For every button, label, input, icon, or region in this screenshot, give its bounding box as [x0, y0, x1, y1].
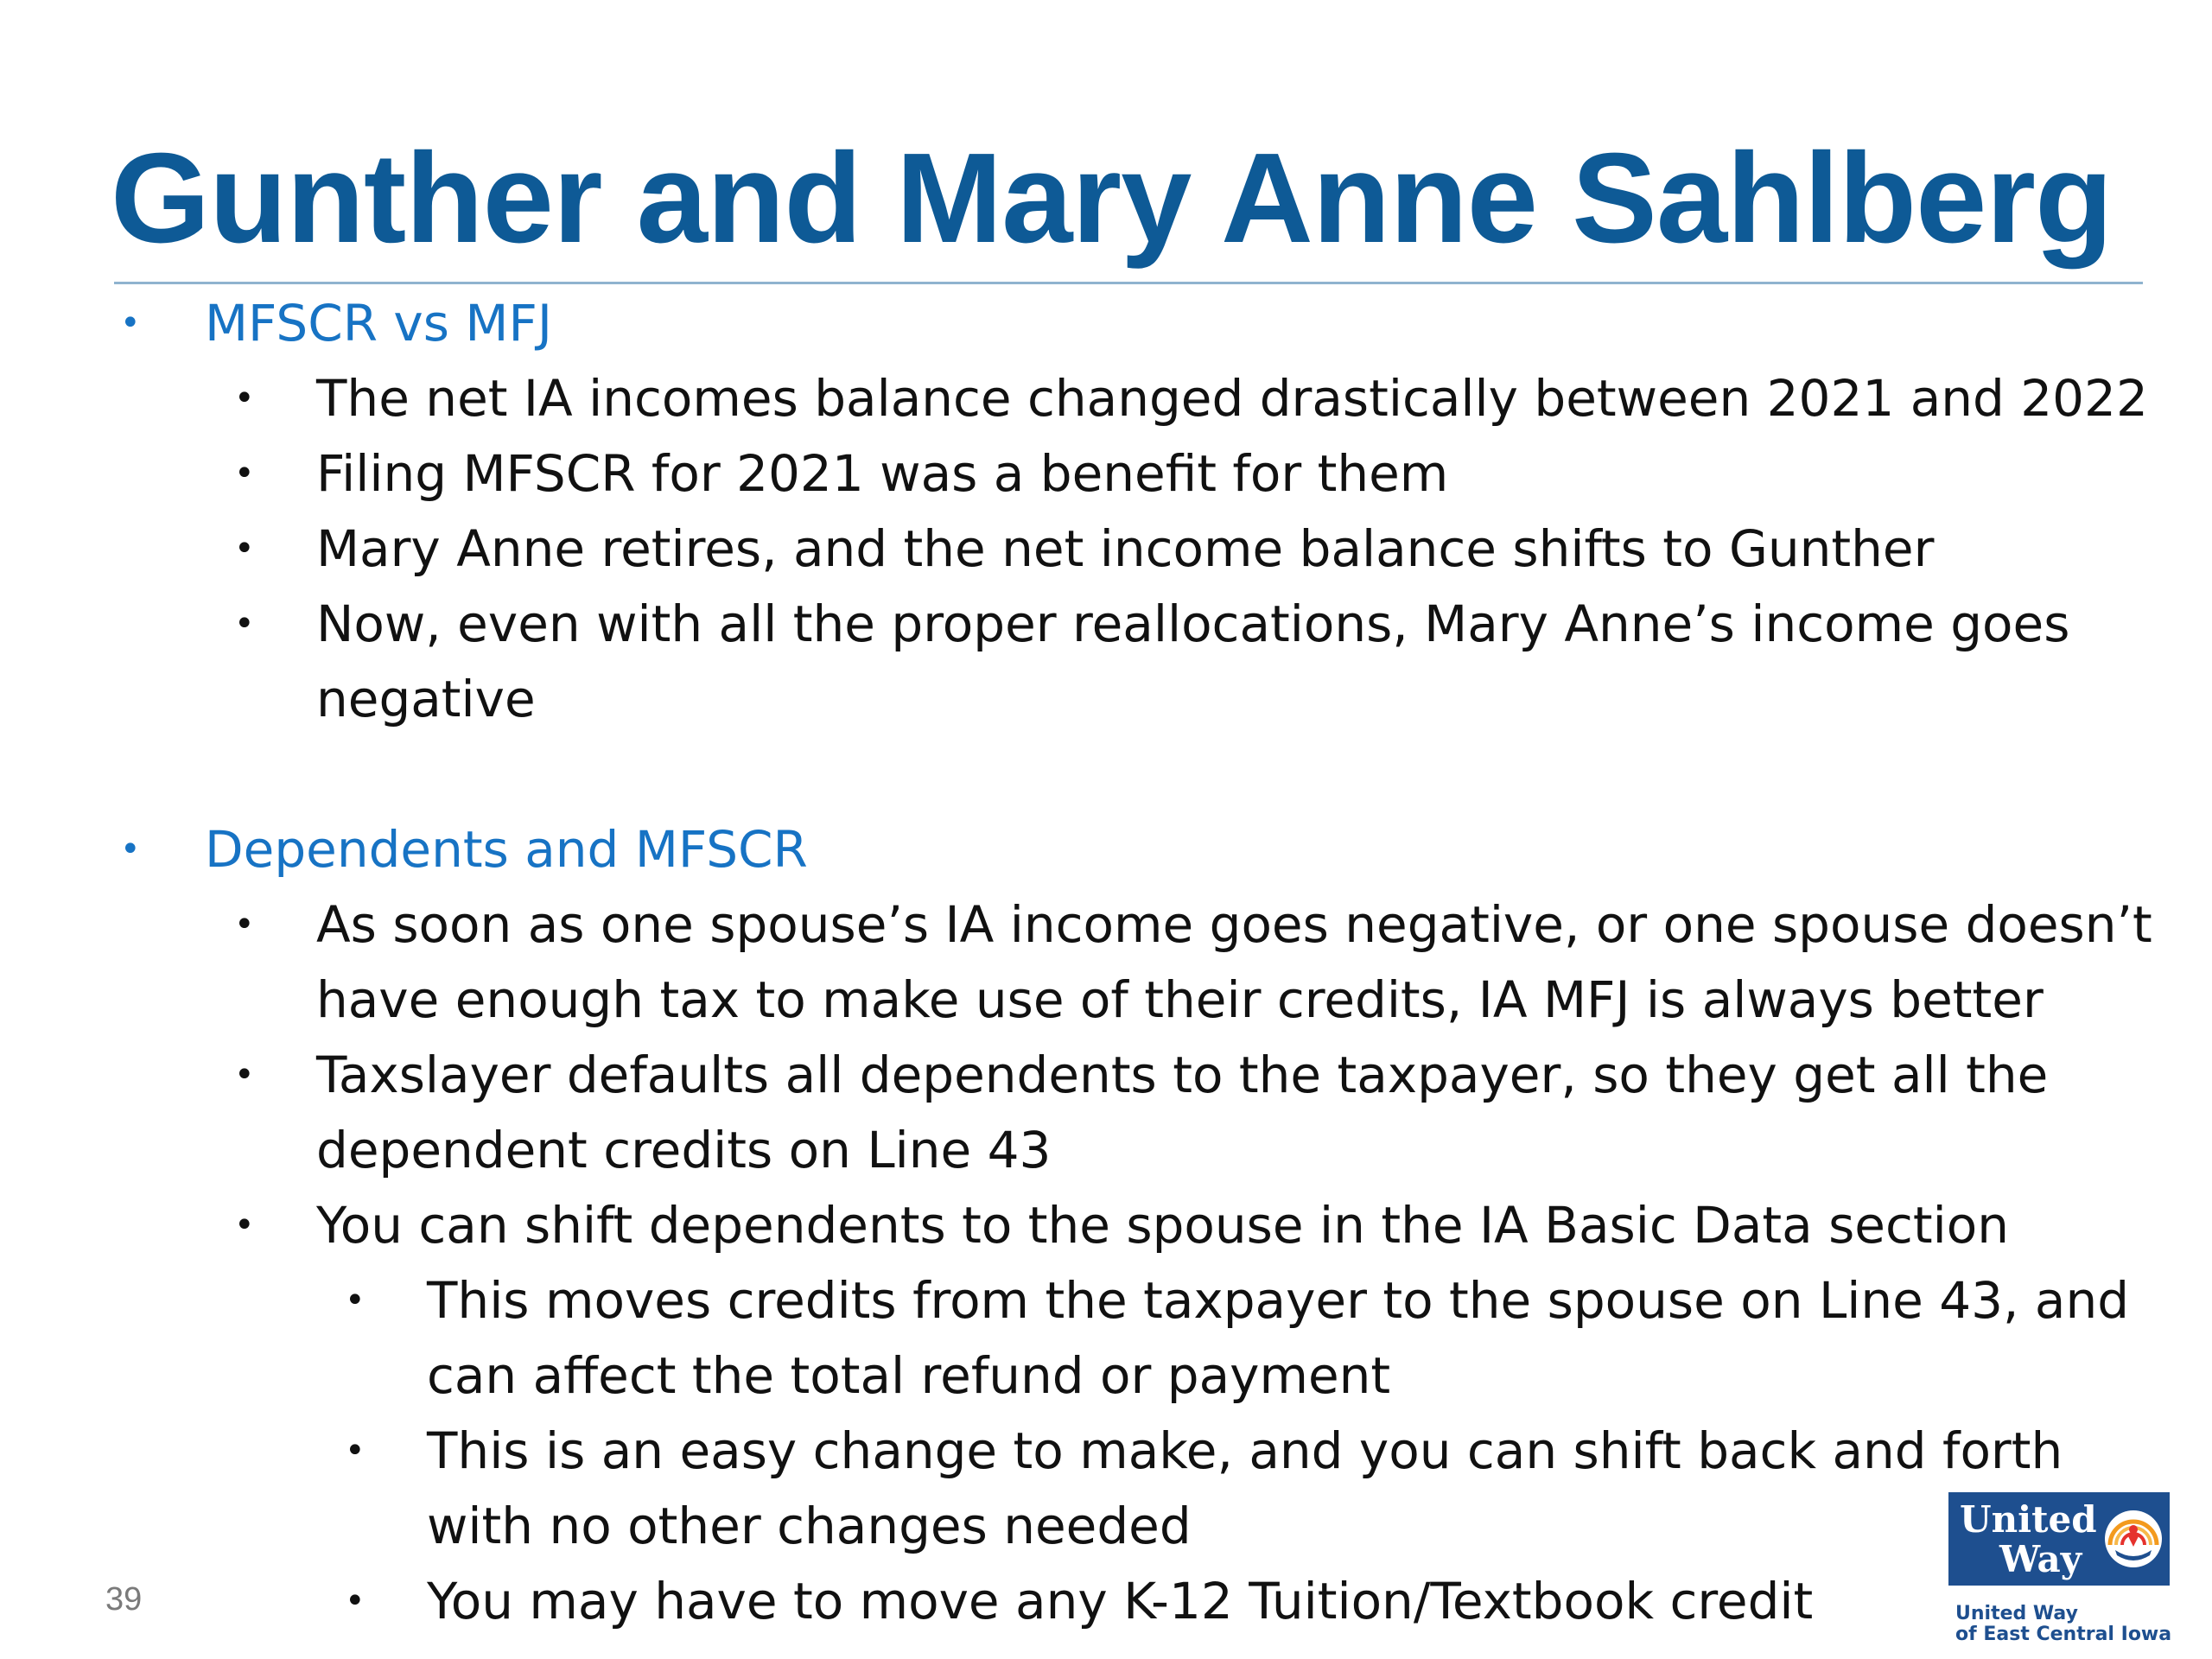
page-number: 39	[105, 1581, 143, 1618]
logo-subtitle-line1: United Way	[1955, 1603, 2078, 1624]
section-heading	[120, 286, 552, 361]
logo-subtitle-line2: of East Central Iowa	[1955, 1624, 2172, 1645]
bullet-dot-icon: •	[345, 1281, 365, 1320]
bullet-text	[234, 361, 2148, 436]
logo-box	[1948, 1492, 2170, 1586]
slide-title: Gunther and Mary Anne Sahlberg	[111, 127, 2113, 270]
bullet-dot-icon: •	[234, 1205, 255, 1245]
bullet-line: You can shift dependents to the spouse in the IA Basic Data section	[316, 1196, 2009, 1255]
bullet-text	[234, 512, 1935, 587]
bullet-text: have enough tax to make use of their credits, IA MFJ is always better	[316, 970, 2044, 1029]
sub-bullet-text	[345, 1263, 2130, 1338]
bullet-line: MFSCR vs MFJ	[205, 294, 552, 353]
sub-bullet-text	[345, 1414, 2063, 1489]
logo-word-way: Way	[1999, 1538, 2082, 1580]
bullet-dot-icon: •	[234, 905, 255, 944]
bullet-dot-icon: •	[120, 830, 141, 869]
bullet-dot-icon: •	[120, 303, 141, 343]
bullet-dot-icon: •	[234, 378, 255, 418]
bullet-dot-icon: •	[345, 1431, 365, 1471]
bullet-dot-icon: •	[345, 1581, 365, 1621]
bullet-text	[234, 887, 2152, 963]
bullet-text	[234, 1038, 2049, 1113]
bullet-line: This moves credits from the taxpayer to the spouse on Line 43, and	[427, 1271, 2130, 1330]
bullet-text	[234, 587, 2070, 662]
bullet-dot-icon: •	[234, 454, 255, 493]
sub-bullet-text: can affect the total refund or payment	[427, 1346, 1391, 1405]
bullet-dot-icon: •	[234, 604, 255, 644]
bullet-line: Filing MFSCR for 2021 was a benefit for them	[316, 444, 1449, 503]
bullet-line: Now, even with all the proper reallocations, Mary Anne’s income goes	[316, 594, 2070, 653]
bullet-text: negative	[316, 670, 536, 728]
bullet-text	[234, 1188, 2009, 1263]
bullet-text	[234, 436, 1449, 512]
bullet-line: The net IA incomes balance changed drastically between 2021 and 2022	[316, 369, 2148, 428]
bullet-line: Mary Anne retires, and the net income balance shifts to Gunther	[316, 519, 1935, 578]
bullet-line: Taxslayer defaults all dependents to the taxpayer, so they get all the	[316, 1046, 2049, 1104]
bullet-line: Dependents and MFSCR	[205, 820, 808, 879]
bullet-dot-icon: •	[234, 529, 255, 569]
united-way-hand-rainbow-icon	[2103, 1509, 2164, 1569]
bullet-line: As soon as one spouse’s IA income goes negative, or one spouse doesn’t	[316, 895, 2152, 954]
bullet-text: dependent credits on Line 43	[316, 1121, 1052, 1179]
sub-bullet-text	[345, 1564, 1814, 1639]
bullet-dot-icon: •	[234, 1055, 255, 1095]
logo-word-united: United	[1960, 1498, 2097, 1541]
bullet-line: This is an easy change to make, and you can shift back and forth	[427, 1421, 2063, 1480]
section-heading	[120, 812, 808, 887]
bullet-line: You may have to move any K-12 Tuition/Textbook credit	[427, 1572, 1814, 1630]
sub-bullet-text: with no other changes needed	[427, 1497, 1192, 1555]
united-way-logo	[1948, 1492, 2170, 1656]
